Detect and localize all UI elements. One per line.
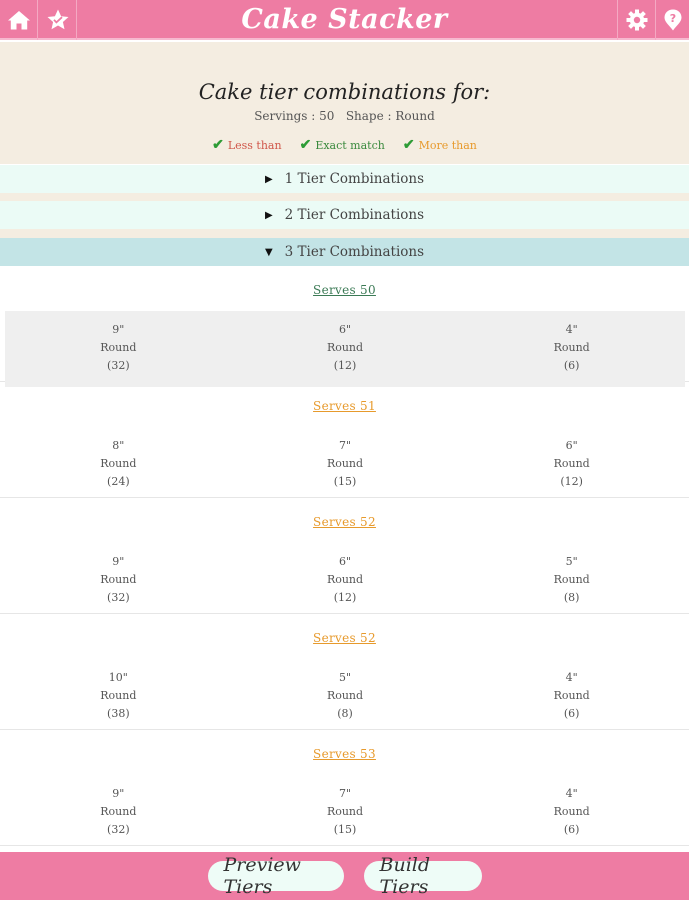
tier-servings: (6): [563, 707, 580, 720]
tier-row: [5, 427, 685, 503]
combination-serves[interactable]: Serves 51: [313, 399, 376, 413]
tier-servings: (8): [563, 591, 580, 604]
tier-shape: Round: [100, 573, 137, 586]
legend-exact: [300, 137, 385, 153]
tier-servings: (6): [563, 359, 580, 372]
tier-size: 7": [338, 439, 352, 452]
legend-less: [212, 137, 281, 153]
tier-servings: (32): [107, 591, 130, 604]
combination-item[interactable]: [0, 730, 689, 846]
help-button[interactable]: [655, 0, 689, 40]
tier-shape: Round: [100, 457, 137, 470]
tier-cell: [5, 311, 232, 387]
tier-servings: (38): [107, 707, 130, 720]
tier-cell: [458, 427, 685, 503]
section-label: 2 Tier Combinations: [284, 207, 425, 223]
combination-list: [0, 266, 689, 852]
tier-size: 9": [112, 323, 125, 336]
legend-less-label: Less than: [227, 138, 282, 152]
home-icon: [7, 9, 31, 31]
favorites-button[interactable]: [39, 0, 77, 40]
triangle-right-icon: ▶: [264, 173, 273, 185]
check-icon: ✔: [299, 137, 312, 153]
shape-label: Shape : Round: [345, 109, 435, 123]
legend-exact-label: Exact match: [315, 138, 385, 152]
tier-servings: (12): [333, 591, 357, 604]
tier-shape: Round: [553, 341, 590, 354]
tier-cell: [232, 311, 459, 387]
app-title: Cake Stacker: [241, 4, 448, 35]
combination-item[interactable]: [0, 382, 689, 498]
tier-size: 5": [338, 671, 352, 684]
section-3-tier[interactable]: [0, 238, 689, 266]
triangle-down-icon: ▼: [264, 246, 273, 258]
combination-serves[interactable]: Serves 53: [313, 747, 376, 761]
tier-shape: Round: [326, 689, 364, 702]
help-icon: [663, 8, 683, 32]
section-2-tier[interactable]: [0, 201, 689, 229]
tier-servings: (15): [333, 823, 357, 836]
tier-cell: [5, 775, 232, 851]
tier-size: 7": [338, 787, 352, 800]
legend-more-label: More than: [418, 138, 477, 152]
combination-item[interactable]: [0, 498, 689, 614]
tier-shape: Round: [100, 341, 137, 354]
tier-cell: [232, 775, 459, 851]
tier-shape: Round: [553, 573, 590, 586]
tier-cell: [458, 775, 685, 851]
tier-row: [5, 311, 685, 387]
page-heading: Cake tier combinations for:: [198, 80, 491, 104]
build-tiers-button[interactable]: Build Tiers: [364, 861, 482, 891]
check-icon: ✔: [212, 137, 224, 153]
settings-button[interactable]: [617, 0, 655, 40]
combination-item[interactable]: [0, 266, 689, 382]
star-icon: [46, 8, 70, 32]
footer-bar: [0, 852, 689, 900]
preview-tiers-button[interactable]: Preview Tiers: [208, 861, 344, 891]
servings-label: Servings : 50: [254, 109, 335, 123]
tier-servings: (12): [333, 359, 357, 372]
section-divider: [0, 229, 689, 238]
tier-servings: (6): [563, 823, 580, 836]
tier-shape: Round: [326, 573, 364, 586]
tier-cell: [458, 311, 685, 387]
legend: [0, 137, 689, 153]
top-bar: [0, 0, 689, 40]
tier-cell: [232, 659, 459, 735]
tier-size: 8": [112, 439, 125, 452]
tier-shape: Round: [326, 341, 364, 354]
tier-size: 4": [565, 323, 578, 336]
gear-icon: [625, 8, 649, 32]
tier-shape: Round: [326, 805, 364, 818]
section-1-tier[interactable]: [0, 165, 689, 193]
triangle-right-icon: ▶: [264, 209, 273, 221]
section-label: 1 Tier Combinations: [284, 171, 425, 187]
combination-item[interactable]: [0, 614, 689, 730]
tier-servings: (15): [333, 475, 357, 488]
tier-size: 5": [565, 555, 578, 568]
criteria-summary: [0, 109, 689, 123]
tier-shape: Round: [553, 689, 590, 702]
tier-size: 10": [108, 671, 128, 684]
combination-serves[interactable]: Serves 50: [313, 283, 376, 297]
combination-serves[interactable]: Serves 52: [313, 515, 376, 529]
tier-size: 4": [565, 671, 578, 684]
tier-cell: [232, 543, 459, 619]
tier-servings: (12): [560, 475, 583, 488]
tier-shape: Round: [100, 689, 137, 702]
tier-cell: [458, 543, 685, 619]
section-divider: [0, 193, 689, 201]
svg-text:?: ?: [669, 12, 676, 25]
tier-row: [5, 659, 685, 735]
tier-servings: (32): [107, 359, 130, 372]
tier-cell: [5, 659, 232, 735]
tier-row: [5, 543, 685, 619]
tier-row: [5, 775, 685, 851]
tier-shape: Round: [553, 457, 590, 470]
tier-cell: [458, 659, 685, 735]
tier-size: 6": [338, 323, 352, 336]
tier-cell: [5, 543, 232, 619]
tier-size: 6": [565, 439, 578, 452]
tier-size: 4": [565, 787, 578, 800]
tier-shape: Round: [100, 805, 137, 818]
tier-shape: Round: [326, 457, 364, 470]
tier-cell: [232, 427, 459, 503]
tier-servings: (32): [107, 823, 130, 836]
combination-serves[interactable]: Serves 52: [313, 631, 376, 645]
check-icon: ✔: [402, 137, 415, 153]
tier-size: 6": [338, 555, 352, 568]
tier-size: 9": [112, 555, 125, 568]
home-button[interactable]: [0, 0, 38, 40]
legend-more: [403, 137, 477, 153]
tier-shape: Round: [553, 805, 590, 818]
tier-size: 9": [112, 787, 125, 800]
tier-servings: (8): [337, 707, 353, 720]
tier-servings: (24): [107, 475, 130, 488]
tier-cell: [5, 427, 232, 503]
section-label: 3 Tier Combinations: [284, 244, 425, 260]
